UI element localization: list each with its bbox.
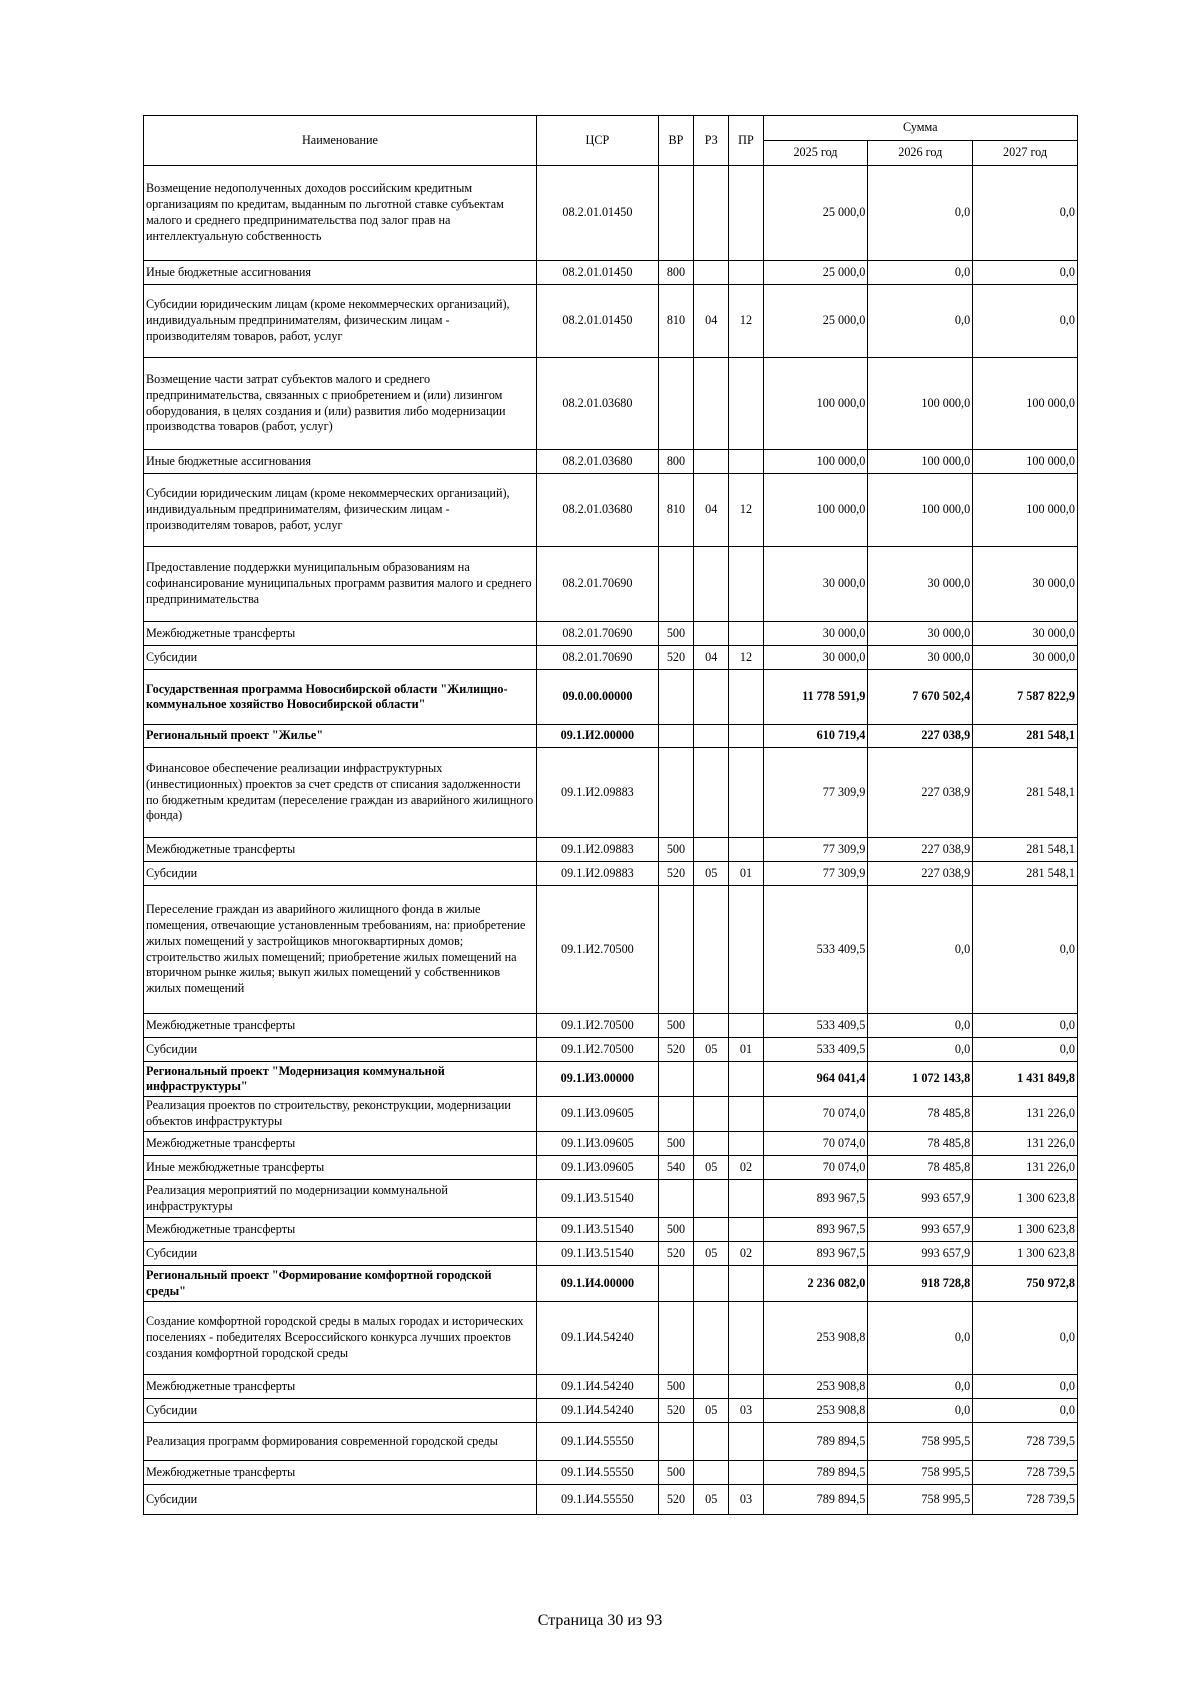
row-2027-cell: 100 000,0 [973,450,1078,474]
row-2027-cell: 30 000,0 [973,547,1078,622]
row-vr-cell: 520 [658,862,693,886]
row-pr-cell [729,166,763,261]
table-row [144,1132,1078,1156]
page-number: Страница 30 из 93 [537,1612,663,1629]
row-2027-cell: 728 739,5 [973,1461,1078,1485]
row-pr-cell: 02 [729,1242,763,1266]
row-vr-cell: 500 [658,622,693,646]
row-2025-cell: 25 000,0 [763,166,868,261]
table-row [144,1399,1078,1423]
row-pr-cell [729,670,763,725]
row-pr-cell [729,1218,763,1242]
table-row [144,862,1078,886]
row-2026-cell: 758 995,5 [868,1461,973,1485]
row-rz-cell [694,1302,729,1375]
table-row [144,748,1078,838]
row-rz-cell [694,261,729,285]
row-pr-cell: 03 [729,1399,763,1423]
row-vr-cell [658,886,693,1014]
budget-table [143,115,1078,1515]
row-2025-cell: 893 967,5 [763,1180,868,1218]
table-row [144,725,1078,748]
row-name-cell: Субсидии [144,1399,537,1423]
row-name-cell: Возмещение части затрат субъектов малого и среднего предпринимательства, связанных с приобретением и (или) лизингом оборудования, в целях создания и (или) развития либо модернизации производства товаров (работ, услуг) [144,358,537,450]
table-row [144,1038,1078,1062]
row-2027-cell: 281 548,1 [973,748,1078,838]
row-2025-cell: 70 074,0 [763,1156,868,1180]
row-csr-cell: 09.1.И4.55550 [536,1423,658,1461]
row-rz-cell [694,748,729,838]
table-row [144,646,1078,670]
row-csr-cell: 09.1.И4.55550 [536,1485,658,1515]
row-2026-cell: 227 038,9 [868,725,973,748]
row-pr-cell [729,1423,763,1461]
row-2027-cell: 131 226,0 [973,1132,1078,1156]
header-year-2026: 2026 год [868,141,973,166]
row-csr-cell: 09.1.И2.00000 [536,725,658,748]
row-pr-cell [729,1266,763,1302]
row-2027-cell: 0,0 [973,1038,1078,1062]
row-name-cell: Создание комфортной городской среды в малых городах и исторических поселениях - победителях Всероссийского конкурса лучших проектов создания комфортной городской среды [144,1302,537,1375]
row-pr-cell [729,1097,763,1132]
row-2027-cell: 0,0 [973,1399,1078,1423]
row-pr-cell [729,748,763,838]
row-vr-cell: 520 [658,1242,693,1266]
row-csr-cell: 09.1.И3.51540 [536,1242,658,1266]
row-vr-cell [658,670,693,725]
row-rz-cell: 05 [694,1038,729,1062]
table-row [144,1375,1078,1399]
row-2026-cell: 0,0 [868,886,973,1014]
row-name-cell: Субсидии [144,1242,537,1266]
row-name-cell: Региональный проект "Модернизация коммунальной инфраструктуры" [144,1062,537,1097]
row-2027-cell: 0,0 [973,261,1078,285]
row-2026-cell: 30 000,0 [868,622,973,646]
row-2027-cell: 281 548,1 [973,838,1078,862]
row-vr-cell [658,1097,693,1132]
row-pr-cell: 01 [729,1038,763,1062]
row-csr-cell: 09.1.И2.70500 [536,1038,658,1062]
row-2025-cell: 253 908,8 [763,1399,868,1423]
row-name-cell: Субсидии [144,1485,537,1515]
row-pr-cell [729,1014,763,1038]
row-2025-cell: 25 000,0 [763,261,868,285]
row-2025-cell: 11 778 591,9 [763,670,868,725]
row-2025-cell: 964 041,4 [763,1062,868,1097]
row-2026-cell: 0,0 [868,1399,973,1423]
table-row [144,1242,1078,1266]
row-rz-cell [694,838,729,862]
table-row [144,1180,1078,1218]
row-pr-cell [729,1180,763,1218]
row-vr-cell [658,1062,693,1097]
row-2027-cell: 131 226,0 [973,1097,1078,1132]
row-vr-cell: 520 [658,1038,693,1062]
table-row [144,1302,1078,1375]
row-2026-cell: 227 038,9 [868,862,973,886]
row-2027-cell: 1 431 849,8 [973,1062,1078,1097]
table-row [144,1485,1078,1515]
row-name-cell: Предоставление поддержки муниципальным образованиям на софинансирование муниципальных программ развития малого и среднего предпринимательства [144,547,537,622]
row-2026-cell: 993 657,9 [868,1242,973,1266]
row-csr-cell: 09.1.И4.54240 [536,1399,658,1423]
table-row [144,622,1078,646]
row-2025-cell: 533 409,5 [763,1014,868,1038]
row-2026-cell: 0,0 [868,1038,973,1062]
row-vr-cell: 810 [658,474,693,547]
table-body [144,166,1078,1515]
row-pr-cell [729,1375,763,1399]
row-vr-cell: 810 [658,285,693,358]
row-2026-cell: 993 657,9 [868,1180,973,1218]
row-2026-cell: 100 000,0 [868,450,973,474]
row-2026-cell: 0,0 [868,1014,973,1038]
table-row [144,166,1078,261]
row-csr-cell: 09.1.И3.51540 [536,1180,658,1218]
row-name-cell: Региональный проект "Жилье" [144,725,537,748]
row-2027-cell: 131 226,0 [973,1156,1078,1180]
row-csr-cell: 08.2.01.70690 [536,622,658,646]
table-row [144,285,1078,358]
row-csr-cell: 09.1.И4.00000 [536,1266,658,1302]
row-vr-cell: 540 [658,1156,693,1180]
row-name-cell: Межбюджетные трансферты [144,622,537,646]
row-rz-cell [694,1097,729,1132]
table-row [144,886,1078,1014]
row-2025-cell: 789 894,5 [763,1485,868,1515]
row-rz-cell: 05 [694,1399,729,1423]
table-row [144,1014,1078,1038]
row-name-cell: Субсидии юридическим лицам (кроме некоммерческих организаций), индивидуальным предпринимателям, физическим лицам - производителям товаров, работ, услуг [144,474,537,547]
table-row [144,1097,1078,1132]
row-name-cell: Межбюджетные трансферты [144,838,537,862]
row-name-cell: Субсидии [144,862,537,886]
row-2026-cell: 1 072 143,8 [868,1062,973,1097]
row-rz-cell: 05 [694,1156,729,1180]
row-2025-cell: 77 309,9 [763,838,868,862]
header-name: Наименование [144,116,537,166]
row-vr-cell [658,725,693,748]
row-2026-cell: 0,0 [868,261,973,285]
row-2026-cell: 993 657,9 [868,1218,973,1242]
row-rz-cell [694,1266,729,1302]
row-2027-cell: 0,0 [973,1375,1078,1399]
row-2027-cell: 750 972,8 [973,1266,1078,1302]
row-2025-cell: 533 409,5 [763,1038,868,1062]
table-row [144,474,1078,547]
row-vr-cell [658,1302,693,1375]
row-pr-cell [729,622,763,646]
row-name-cell: Субсидии [144,646,537,670]
row-name-cell: Межбюджетные трансферты [144,1132,537,1156]
row-pr-cell: 12 [729,285,763,358]
row-rz-cell [694,450,729,474]
row-2026-cell: 918 728,8 [868,1266,973,1302]
row-csr-cell: 09.1.И2.09883 [536,748,658,838]
row-name-cell: Межбюджетные трансферты [144,1375,537,1399]
row-2027-cell: 0,0 [973,886,1078,1014]
row-name-cell: Субсидии [144,1038,537,1062]
table-row [144,1423,1078,1461]
row-name-cell: Межбюджетные трансферты [144,1461,537,1485]
row-pr-cell [729,1132,763,1156]
row-rz-cell [694,547,729,622]
row-vr-cell: 500 [658,1218,693,1242]
row-csr-cell: 09.1.И4.54240 [536,1302,658,1375]
row-rz-cell [694,166,729,261]
row-vr-cell [658,1180,693,1218]
row-2026-cell: 30 000,0 [868,547,973,622]
row-vr-cell: 500 [658,1132,693,1156]
row-2026-cell: 0,0 [868,166,973,261]
row-rz-cell [694,1423,729,1461]
row-name-cell: Реализация мероприятий по модернизации коммунальной инфраструктуры [144,1180,537,1218]
row-rz-cell: 05 [694,1485,729,1515]
row-2027-cell: 728 739,5 [973,1423,1078,1461]
row-vr-cell: 500 [658,1461,693,1485]
row-rz-cell [694,1014,729,1038]
row-name-cell: Иные межбюджетные трансферты [144,1156,537,1180]
row-2025-cell: 100 000,0 [763,358,868,450]
row-rz-cell [694,1461,729,1485]
row-vr-cell [658,166,693,261]
row-csr-cell: 09.1.И3.09605 [536,1097,658,1132]
row-2025-cell: 893 967,5 [763,1242,868,1266]
row-2025-cell: 100 000,0 [763,474,868,547]
header-vr: ВР [658,116,693,166]
row-pr-cell [729,547,763,622]
table-row [144,670,1078,725]
row-csr-cell: 09.0.00.00000 [536,670,658,725]
row-2025-cell: 77 309,9 [763,748,868,838]
row-2026-cell: 100 000,0 [868,474,973,547]
row-2025-cell: 30 000,0 [763,646,868,670]
row-name-cell: Возмещение недополученных доходов российским кредитным организациям по кредитам, выданным по льготной ставке субъектам малого и среднего предпринимательства под залог прав на интеллектуальную собственность [144,166,537,261]
row-csr-cell: 09.1.И2.09883 [536,862,658,886]
row-2027-cell: 1 300 623,8 [973,1218,1078,1242]
row-2027-cell: 728 739,5 [973,1485,1078,1515]
row-csr-cell: 09.1.И3.00000 [536,1062,658,1097]
row-csr-cell: 09.1.И3.51540 [536,1218,658,1242]
row-vr-cell: 520 [658,1399,693,1423]
row-csr-cell: 09.1.И2.70500 [536,1014,658,1038]
row-csr-cell: 09.1.И3.09605 [536,1132,658,1156]
table-row [144,1218,1078,1242]
row-pr-cell [729,1461,763,1485]
header-rz: РЗ [694,116,729,166]
row-2025-cell: 533 409,5 [763,886,868,1014]
row-csr-cell: 08.2.01.01450 [536,261,658,285]
row-2025-cell: 2 236 082,0 [763,1266,868,1302]
row-pr-cell [729,725,763,748]
row-rz-cell [694,1375,729,1399]
row-2026-cell: 758 995,5 [868,1423,973,1461]
row-rz-cell [694,1132,729,1156]
row-2025-cell: 70 074,0 [763,1132,868,1156]
row-name-cell: Финансовое обеспечение реализации инфраструктурных (инвестиционных) проектов за счет средств от списания задолженности по бюджетным кредитам (переселение граждан из аварийного жилищного фонда) [144,748,537,838]
row-2025-cell: 789 894,5 [763,1461,868,1485]
row-name-cell: Иные бюджетные ассигнования [144,261,537,285]
row-rz-cell: 05 [694,862,729,886]
row-pr-cell [729,358,763,450]
row-name-cell: Переселение граждан из аварийного жилищного фонда в жилые помещения, отвечающие установленным требованиям, на: приобретение жилых помещений у застройщиков многоквартирных домов; строительство жилых помещений; приобретение жилых помещений на вторичном рынке жилья; выкуп жилых помещений у собственников жилых помещений [144,886,537,1014]
row-csr-cell: 08.2.01.70690 [536,646,658,670]
row-pr-cell: 01 [729,862,763,886]
header-pr: ПР [729,116,763,166]
row-pr-cell: 12 [729,474,763,547]
table-row [144,1062,1078,1097]
row-pr-cell [729,1062,763,1097]
row-2025-cell: 70 074,0 [763,1097,868,1132]
row-name-cell: Межбюджетные трансферты [144,1218,537,1242]
row-vr-cell: 500 [658,838,693,862]
table-row [144,261,1078,285]
row-csr-cell: 08.2.01.70690 [536,547,658,622]
table-row [144,1156,1078,1180]
row-rz-cell: 04 [694,285,729,358]
row-rz-cell [694,358,729,450]
row-csr-cell: 09.1.И4.55550 [536,1461,658,1485]
row-2025-cell: 25 000,0 [763,285,868,358]
row-rz-cell [694,886,729,1014]
row-2025-cell: 253 908,8 [763,1302,868,1375]
row-vr-cell [658,1423,693,1461]
row-2027-cell: 100 000,0 [973,474,1078,547]
row-vr-cell [658,547,693,622]
row-2026-cell: 758 995,5 [868,1485,973,1515]
row-vr-cell: 500 [658,1375,693,1399]
table-row [144,547,1078,622]
row-vr-cell: 520 [658,1485,693,1515]
row-vr-cell [658,1266,693,1302]
row-pr-cell [729,450,763,474]
row-2026-cell: 0,0 [868,285,973,358]
row-pr-cell: 03 [729,1485,763,1515]
table-row [144,450,1078,474]
row-2026-cell: 7 670 502,4 [868,670,973,725]
row-name-cell: Субсидии юридическим лицам (кроме некоммерческих организаций), индивидуальным предпринимателям, физическим лицам - производителям товаров, работ, услуг [144,285,537,358]
row-2025-cell: 77 309,9 [763,862,868,886]
row-rz-cell [694,622,729,646]
row-pr-cell [729,886,763,1014]
header-csr: ЦСР [536,116,658,166]
row-vr-cell [658,748,693,838]
row-2027-cell: 100 000,0 [973,358,1078,450]
row-rz-cell [694,1218,729,1242]
row-2027-cell: 7 587 822,9 [973,670,1078,725]
row-2026-cell: 78 485,8 [868,1132,973,1156]
row-csr-cell: 08.2.01.03680 [536,474,658,547]
row-csr-cell: 09.1.И2.70500 [536,886,658,1014]
row-pr-cell [729,1302,763,1375]
row-csr-cell: 08.2.01.03680 [536,450,658,474]
row-name-cell: Государственная программа Новосибирской области "Жилищно-коммунальное хозяйство Новосибирской области" [144,670,537,725]
row-rz-cell [694,1180,729,1218]
header-year-2027: 2027 год [973,141,1078,166]
table-row [144,1266,1078,1302]
row-2025-cell: 893 967,5 [763,1218,868,1242]
row-2026-cell: 0,0 [868,1375,973,1399]
row-csr-cell: 09.1.И2.09883 [536,838,658,862]
row-2026-cell: 78 485,8 [868,1097,973,1132]
row-rz-cell [694,1062,729,1097]
row-2027-cell: 0,0 [973,1014,1078,1038]
row-2025-cell: 610 719,4 [763,725,868,748]
row-2026-cell: 227 038,9 [868,748,973,838]
row-2026-cell: 227 038,9 [868,838,973,862]
row-pr-cell: 12 [729,646,763,670]
header-sum: Сумма [763,116,1077,141]
row-2027-cell: 0,0 [973,1302,1078,1375]
row-2027-cell: 0,0 [973,285,1078,358]
row-2027-cell: 1 300 623,8 [973,1180,1078,1218]
row-2026-cell: 30 000,0 [868,646,973,670]
row-csr-cell: 08.2.01.01450 [536,285,658,358]
row-name-cell: Реализация проектов по строительству, реконструкции, модернизации объектов инфраструктуры [144,1097,537,1132]
row-vr-cell [658,358,693,450]
row-rz-cell: 04 [694,474,729,547]
row-2025-cell: 253 908,8 [763,1375,868,1399]
table-row [144,1461,1078,1485]
row-name-cell: Иные бюджетные ассигнования [144,450,537,474]
row-csr-cell: 08.2.01.03680 [536,358,658,450]
row-csr-cell: 08.2.01.01450 [536,166,658,261]
row-pr-cell [729,261,763,285]
row-2026-cell: 0,0 [868,1302,973,1375]
row-2025-cell: 30 000,0 [763,622,868,646]
row-name-cell: Реализация программ формирования современной городской среды [144,1423,537,1461]
header-year-2025: 2025 год [763,141,868,166]
row-vr-cell: 800 [658,261,693,285]
row-csr-cell: 09.1.И3.09605 [536,1156,658,1180]
row-2026-cell: 100 000,0 [868,358,973,450]
row-vr-cell: 500 [658,1014,693,1038]
table-row [144,358,1078,450]
row-name-cell: Межбюджетные трансферты [144,1014,537,1038]
row-name-cell: Региональный проект "Формирование комфортной городской среды" [144,1266,537,1302]
row-pr-cell: 02 [729,1156,763,1180]
row-rz-cell [694,670,729,725]
row-2026-cell: 78 485,8 [868,1156,973,1180]
row-rz-cell: 04 [694,646,729,670]
row-csr-cell: 09.1.И4.54240 [536,1375,658,1399]
row-vr-cell: 800 [658,450,693,474]
row-2025-cell: 30 000,0 [763,547,868,622]
row-2027-cell: 281 548,1 [973,725,1078,748]
row-2027-cell: 281 548,1 [973,862,1078,886]
row-pr-cell [729,838,763,862]
table-row [144,838,1078,862]
row-2027-cell: 0,0 [973,166,1078,261]
row-2025-cell: 789 894,5 [763,1423,868,1461]
row-vr-cell: 520 [658,646,693,670]
row-rz-cell [694,725,729,748]
row-rz-cell: 05 [694,1242,729,1266]
row-2025-cell: 100 000,0 [763,450,868,474]
row-2027-cell: 30 000,0 [973,622,1078,646]
row-2027-cell: 30 000,0 [973,646,1078,670]
row-2027-cell: 1 300 623,8 [973,1242,1078,1266]
